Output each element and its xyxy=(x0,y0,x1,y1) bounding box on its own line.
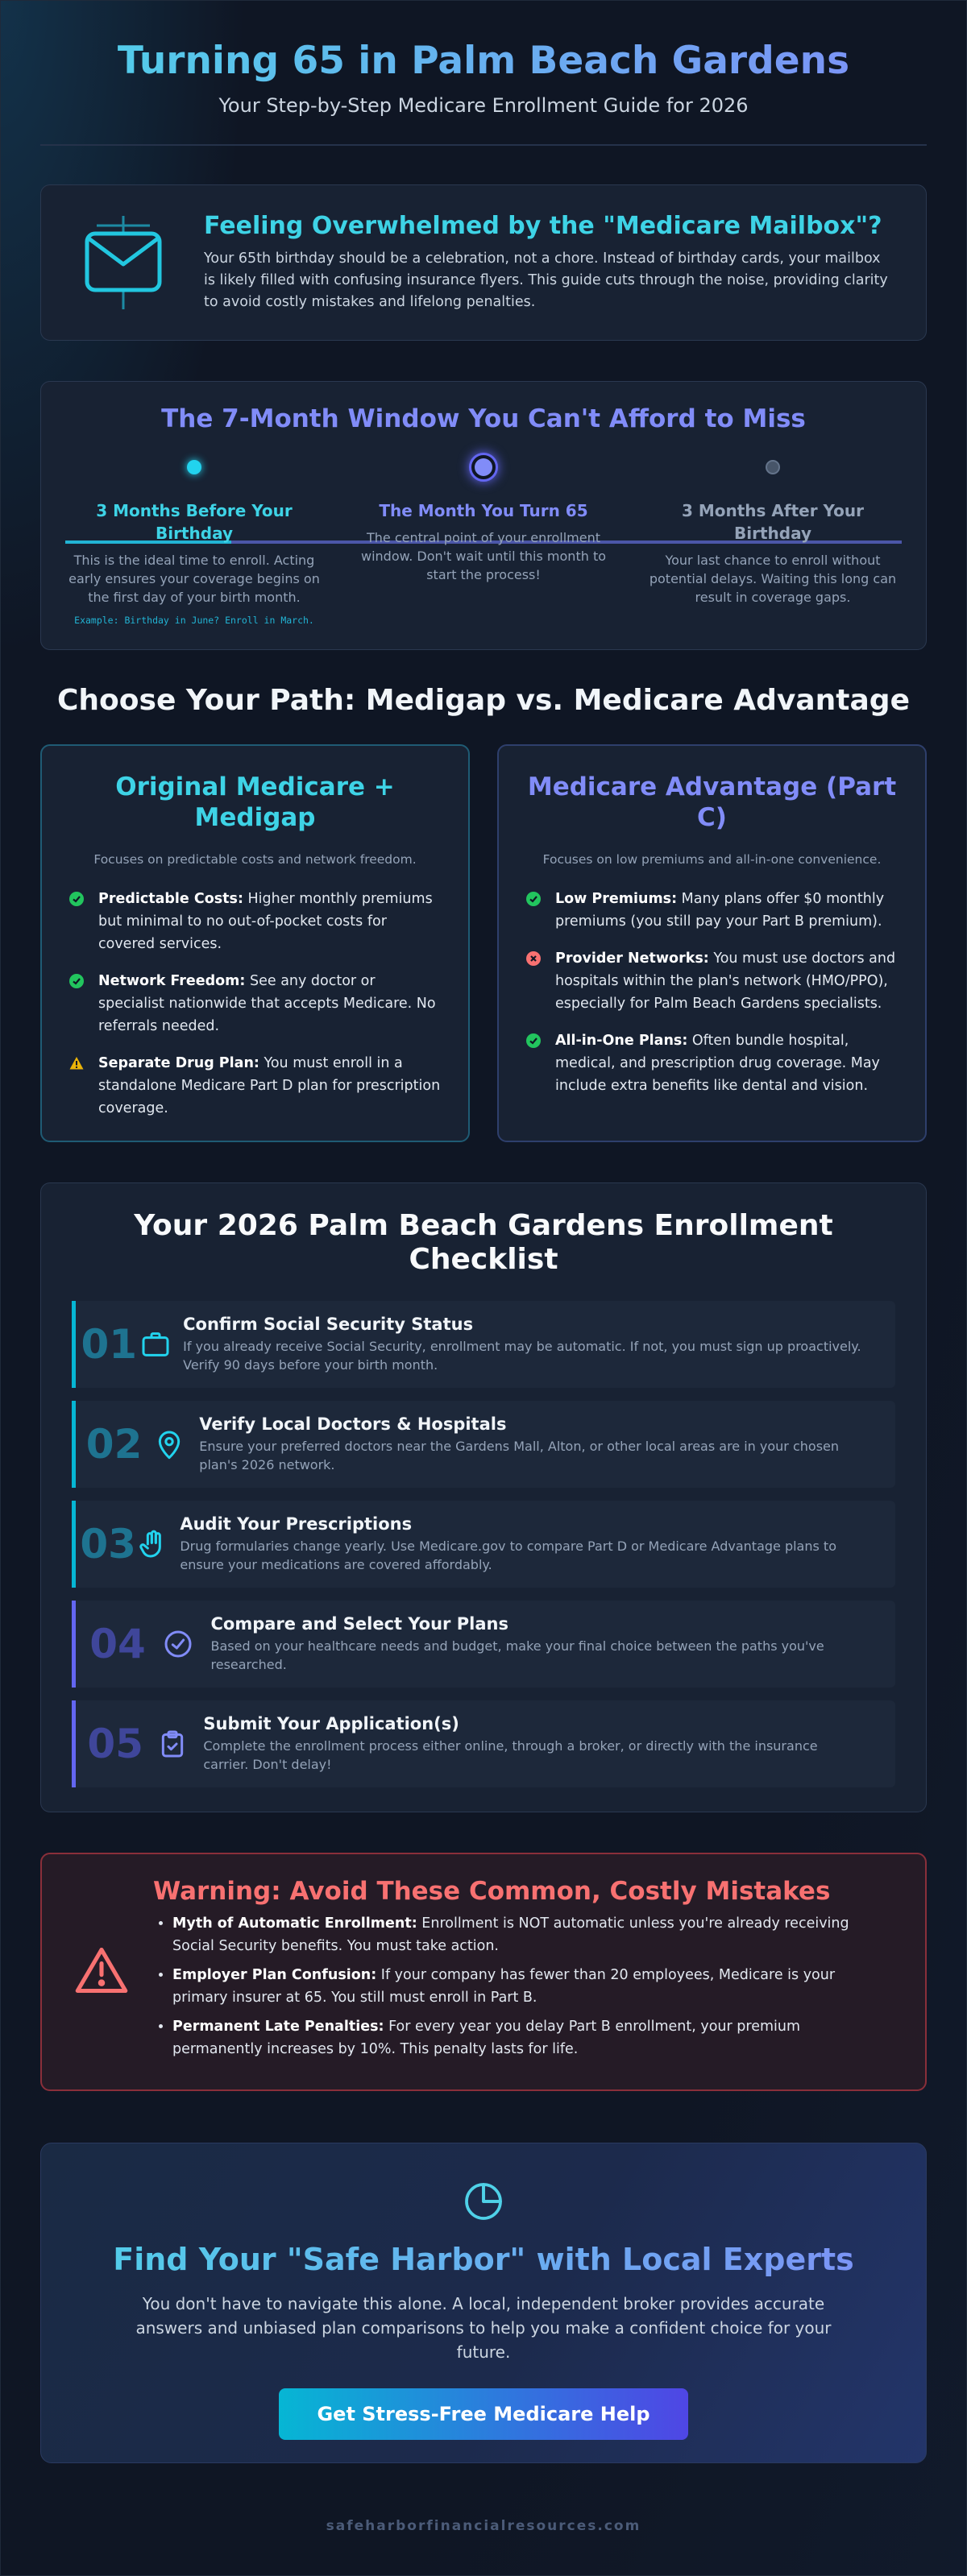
get-help-button[interactable]: Get Stress-Free Medicare Help xyxy=(279,2388,688,2440)
enrollment-window-card xyxy=(40,381,927,650)
item-text: If your company has fewer than 20 employees, Medicare is your primary insurer at 65. You still must enroll in Part B. xyxy=(172,1967,836,2006)
warning-card xyxy=(40,1853,927,2091)
intro-body: Your 65th birthday should be a celebration, not a chore. Instead of birthday cards, your mailbox is likely filled with confusing insurance flyers. This guide cuts through the noise, providing clarity to avoid costly mistakes and lifelong penalties. xyxy=(204,251,888,310)
item-text: Enrollment is NOT automatic unless you're already receiving Social Security benefits. You must take action. xyxy=(172,1915,849,1954)
list-item xyxy=(172,1912,893,1957)
step-body: If you already receive Social Security, enrollment may be automatic. If not, you must sign up proactively. Verify 90 days before your birth month. xyxy=(183,1339,861,1373)
advantage-card xyxy=(497,744,927,1142)
safe-harbor-card xyxy=(40,2143,927,2463)
list-item xyxy=(526,1029,898,1097)
medigap-card xyxy=(40,744,470,1142)
medigap-title: Original Medicare + Medigap xyxy=(115,772,395,832)
step-title: Submit Your Application(s) xyxy=(203,1714,459,1733)
item-label: Separate Drug Plan: xyxy=(98,1055,259,1071)
timeline-dot xyxy=(469,453,498,482)
step-body: Based on your healthcare needs and budget, make your final choice between the paths you've researched. xyxy=(210,1638,824,1672)
item-label: Predictable Costs: xyxy=(98,891,243,907)
item-text: Higher monthly premiums but minimal to no out-of-pocket costs for covered services. xyxy=(98,891,433,952)
list-item xyxy=(69,970,441,1037)
step-title: Confirm Social Security Status xyxy=(183,1315,474,1334)
page-subtitle: Your Step-by-Step Medicare Enrollment Guide for 2026 xyxy=(218,94,749,117)
intro-title: Feeling Overwhelmed by the "Medicare Mailbox"? xyxy=(204,212,882,240)
timeline-before xyxy=(65,448,323,626)
medigap-focus: Focuses on predictable costs and network freedom. xyxy=(93,852,417,867)
clipboard-check-icon xyxy=(151,1728,193,1760)
paths-section xyxy=(40,744,927,1142)
paths-title: Choose Your Path: Medigap vs. Medicare Advantage xyxy=(57,684,910,717)
map-pin-icon xyxy=(148,1428,189,1460)
briefcase-icon xyxy=(139,1328,174,1360)
timeline-after xyxy=(644,448,902,626)
step-title: Verify Local Doctors & Hospitals xyxy=(199,1414,507,1434)
step-title: Audit Your Prescriptions xyxy=(180,1514,413,1534)
step-body: Ensure your preferred doctors near the Gardens Mall, Alton, or other local areas are in your chosen plan's 2026 network. xyxy=(199,1439,840,1472)
step-number: 03 xyxy=(80,1521,136,1568)
harbor-title: Find Your "Safe Harbor" with Local Experts xyxy=(41,2242,926,2277)
checklist-card xyxy=(40,1182,927,1812)
list-item xyxy=(172,1964,893,2009)
item-text: You must enroll in a standalone Medicare Part D plan for prescription coverage. xyxy=(98,1055,441,1116)
step-number: 05 xyxy=(87,1721,143,1767)
check-icon xyxy=(69,974,84,988)
check-icon xyxy=(526,892,541,906)
timeline-title: 3 Months Before Your Birthday xyxy=(96,501,293,543)
advantage-title: Medicare Advantage (Part C) xyxy=(527,772,897,832)
timeline-body: Your last chance to enroll without potential delays. Waiting this long can result in coverage gaps. xyxy=(649,553,897,605)
intro-card xyxy=(40,184,927,341)
list-item xyxy=(69,1052,441,1120)
timeline-birth-month xyxy=(355,448,612,626)
warning-icon xyxy=(69,1056,84,1071)
item-label: Low Premiums: xyxy=(555,891,678,907)
hand-icon xyxy=(136,1528,170,1560)
step-body: Drug formularies change yearly. Use Medicare.gov to compare Part D or Medicare Advantage plans to ensure your medications are covered affordably. xyxy=(180,1539,836,1572)
timeline-title: 3 Months After Your Birthday xyxy=(681,501,865,543)
item-text: Often bundle hospital, medical, and prescription drug coverage. May include extra benefits like dental and vision. xyxy=(555,1033,880,1094)
list-item xyxy=(526,888,898,933)
item-text: You must use doctors and hospitals within the plan's network (HMO/PPO), especially for Palm Beach Gardens specialists. xyxy=(555,950,896,1012)
check-icon xyxy=(526,1033,541,1048)
item-label: Employer Plan Confusion: xyxy=(172,1967,377,1983)
page-title: Turning 65 in Palm Beach Gardens xyxy=(40,33,927,89)
x-icon xyxy=(526,951,541,966)
page-header xyxy=(40,1,927,146)
item-label: All-in-One Plans: xyxy=(555,1033,688,1049)
timeline-dot xyxy=(187,460,201,474)
item-label: Network Freedom: xyxy=(98,973,246,989)
checklist-step xyxy=(72,1601,895,1688)
checklist-title: Your 2026 Palm Beach Gardens Enrollment Checklist xyxy=(134,1209,833,1276)
warning-icon xyxy=(74,1944,129,1999)
checklist-step xyxy=(72,1401,895,1488)
list-item xyxy=(172,2015,893,2060)
check-icon xyxy=(69,892,84,906)
step-body: Complete the enrollment process either online, through a broker, or directly with the insurance carrier. Don't delay! xyxy=(203,1738,818,1772)
timeline-body: The central point of your enrollment window. Don't wait until this month to start the process! xyxy=(361,530,606,582)
item-label: Myth of Automatic Enrollment: xyxy=(172,1915,417,1932)
harbor-body: You don't have to navigate this alone. A local, independent broker provides accurate answers and unbiased plan comparisons to help you make a confident choice for your future. xyxy=(135,2294,832,2362)
step-number: 04 xyxy=(89,1621,146,1667)
window-title: The 7-Month Window You Can't Afford to Miss xyxy=(161,404,806,433)
checklist-step xyxy=(72,1700,895,1787)
step-number: 01 xyxy=(81,1321,138,1368)
item-label: Provider Networks: xyxy=(555,950,709,967)
timeline-title: The Month You Turn 65 xyxy=(379,501,588,520)
list-item xyxy=(526,947,898,1015)
check-circle-icon xyxy=(156,1628,201,1660)
item-text: See any doctor or specialist nationwide that accepts Medicare. No referrals needed. xyxy=(98,973,436,1034)
item-label: Permanent Late Penalties: xyxy=(172,2019,384,2035)
footer-url[interactable]: safeharborfinancialresources.com xyxy=(326,2518,641,2534)
item-text: Many plans offer $0 monthly premiums (you still pay your Part B premium). xyxy=(555,891,885,930)
step-number: 02 xyxy=(85,1421,143,1468)
warning-title: Warning: Avoid These Common, Costly Mistakes xyxy=(153,1877,831,1906)
checklist-step xyxy=(72,1501,895,1588)
checklist-step xyxy=(72,1301,895,1388)
timeline-dot xyxy=(766,460,780,474)
advantage-focus: Focuses on low premiums and all-in-one convenience. xyxy=(542,852,882,867)
list-item xyxy=(69,888,441,955)
timeline-example: Example: Birthday in June? Enroll in March. xyxy=(74,615,314,626)
envelope-icon xyxy=(73,213,173,313)
step-title: Compare and Select Your Plans xyxy=(210,1614,508,1634)
item-text: For every year you delay Part B enrollment, your premium permanently increases by 10%. This penalty lasts for life. xyxy=(172,2019,801,2057)
pie-chart-icon xyxy=(41,2179,926,2227)
timeline-body: This is the ideal time to enroll. Acting early ensures your coverage begins on the first day of your birth month. xyxy=(68,553,320,605)
